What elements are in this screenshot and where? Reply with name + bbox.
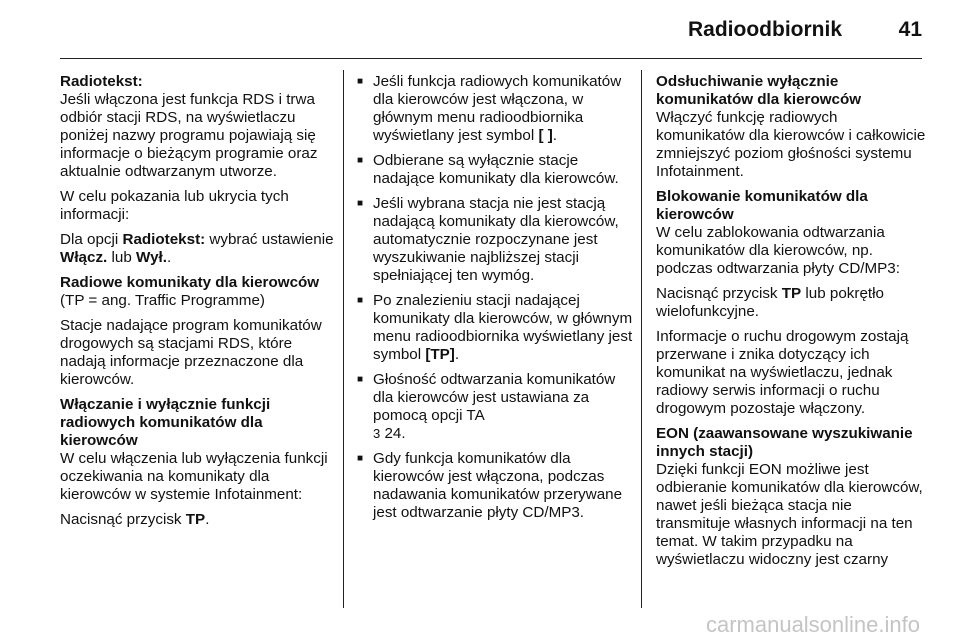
page-header xyxy=(0,0,960,60)
info-body: Informacje o ruchu drogowym zostają przerwane i znika dotyczący ich komunikat na wyświetlaczu, jednak radiowy serwis informacji o ruchu drogowym pozostaje włączony. xyxy=(656,328,909,417)
radiotext-option: Dla opcji Radiotekst: wybrać ustawienie Włącz. lub Wył.. xyxy=(60,231,334,266)
ta-heading: Radiowe komunikaty dla kierowców xyxy=(60,274,320,291)
running-title: Radioodbiornik xyxy=(688,18,842,41)
list-item: ■ Jeśli wybrana stacja nie jest stacją nadającą komunikaty dla kierowców, automatycznie rozpoczynane jest wyszukiwanie najbliższej stacji spełniającej ten wymóg. xyxy=(357,195,634,285)
block-body: W celu zablokowania odtwarzania komunikatów dla kierowców, np. podczas odtwarzania płyty CD/MP3: xyxy=(656,224,900,277)
ta-bullet-list xyxy=(357,73,634,522)
radiotext-body: Jeśli włączona jest funkcja RDS i trwa odbiór stacji RDS, na wyświetlaczu poniżej nazwy programu pojawiają się informacje o bieżącym programie oraz aktualnie odtwarzanym utworze. xyxy=(60,91,318,180)
toggle-heading: Włączanie i wyłącznie funkcji radiowych komunikatów dla kierowców xyxy=(60,396,271,449)
page-number: 41 xyxy=(898,18,922,41)
toggle-body: W celu włączenia lub wyłączenia funkcji oczekiwania na komunikaty dla kierowców w systemie Infotainment: xyxy=(60,450,328,503)
listen-body: Włączyć funkcję radiowych komunikatów dla kierowców i całkowicie zmniejszyć poziom głośności systemu Infotainment. xyxy=(656,109,926,180)
ta-body: Stacje nadające program komunikatów drogowych są stacjami RDS, które nadają informacje przeznaczone dla kierowców. xyxy=(60,317,322,388)
list-item: ■ Odbierane są wyłącznie stacje nadające komunikaty dla kierowców. xyxy=(357,152,634,188)
list-item: ■ Jeśli funkcja radiowych komunikatów dla kierowców jest włączona, w głównym menu radioodbiornika wyświetlany jest symbol [ ]. xyxy=(357,73,634,145)
watermark: carmanualsonline.info xyxy=(705,612,920,637)
block-heading: Blokowanie komunikatów dla kierowców xyxy=(656,188,868,223)
column-right xyxy=(656,73,926,576)
column-middle xyxy=(357,73,634,529)
column-left xyxy=(60,73,336,536)
eon-body: Dzięki funkcji EON możliwe jest odbieranie komunikatów dla kierowców, nawet jeśli bieżąca stacja nie transmituje własnych informacji na ten temat. W takim przypadku na wyświetlaczu widoczny jest czarny xyxy=(656,461,923,568)
header-rule xyxy=(60,58,922,59)
tp-button-label: TP xyxy=(781,285,802,302)
tp-button-label: TP xyxy=(185,511,206,528)
press-tp-text: Nacisnąć przycisk TP. xyxy=(60,511,210,528)
list-item: ■ Gdy funkcja komunikatów dla kierowców jest włączona, podczas nadawania komunikatów przerywane jest odtwarzanie płyty CD/MP3. xyxy=(357,450,634,522)
radiotext-heading: Radiotekst: xyxy=(60,73,143,90)
list-item: ■ Po znalezieniu stacji nadającej komunikaty dla kierowców, w głównym menu radioodbiornika wyświetlany jest symbol [TP]. xyxy=(357,292,634,364)
ta-sub: (TP = ang. Traffic Programme) xyxy=(60,292,265,309)
list-item: ■ Głośność odtwarzania komunikatów dla kierowców jest ustawiana za pomocą opcji TA 3 24. xyxy=(357,371,634,443)
column-divider xyxy=(343,70,344,608)
press-tp-knob-text: Nacisnąć przycisk TP lub pokrętło wielofunkcyjne. xyxy=(656,285,884,320)
eon-heading: EON (zaawansowane wyszukiwanie innych stacji) xyxy=(656,425,913,460)
reference-arrow-icon: 3 xyxy=(373,426,381,441)
column-divider xyxy=(641,70,642,608)
listen-heading: Odsłuchiwanie wyłącznie komunikatów dla kierowców xyxy=(656,73,862,108)
show-hide-text: W celu pokazania lub ukrycia tych informacji: xyxy=(60,188,289,223)
